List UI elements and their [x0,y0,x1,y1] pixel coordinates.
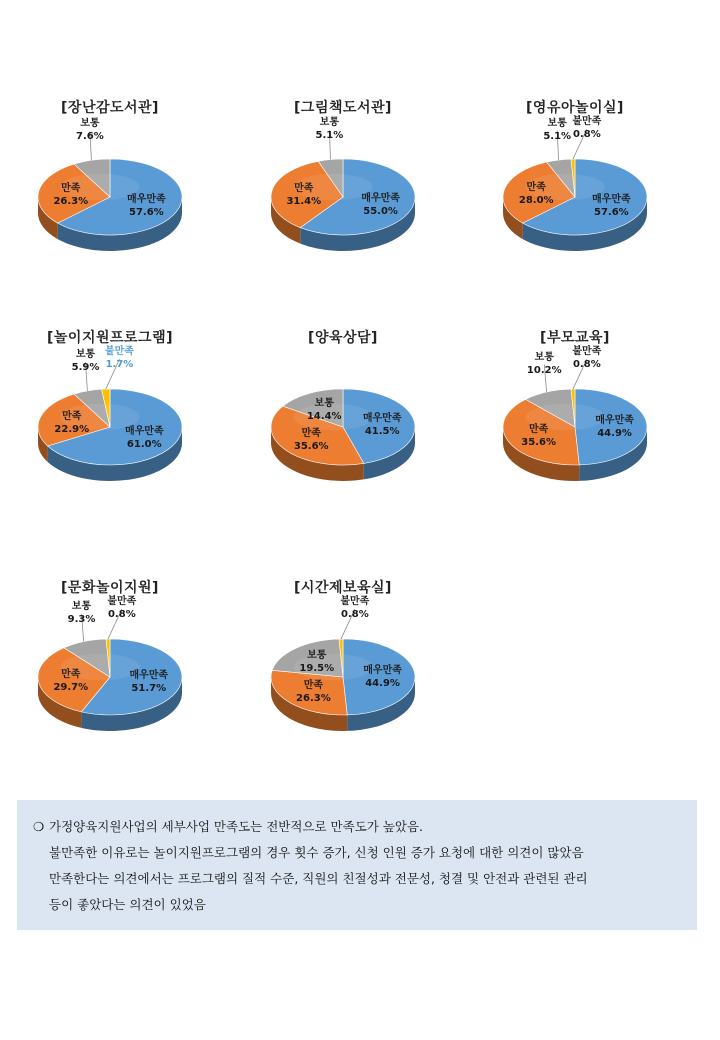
data-label-very-satisfied [595,414,634,440]
percent-label: 5.9% [71,362,100,374]
percent-label: 0.8% [572,359,601,371]
pie-chart [15,97,205,287]
category-label: 불만족 [107,596,137,608]
percent-label: 57.6% [129,207,164,219]
summary-box [17,800,697,930]
data-label-satisfied [521,423,556,449]
pie-svg [15,97,205,287]
category-label: 만족 [303,679,324,691]
data-label-normal [299,649,334,675]
percent-label: 5.1% [315,130,344,142]
pie-chart [248,97,438,287]
data-label-very-satisfied [125,425,164,451]
summary-line-1 [33,814,681,840]
percent-label: 29.7% [53,681,89,693]
category-label: 매우만족 [127,194,166,206]
category-label: 매우만족 [124,426,164,438]
category-label: 보통 [307,650,327,662]
category-label: 만족 [301,428,321,440]
percent-label: 35.6% [293,441,329,453]
chart-title: [부모교육] [540,330,610,346]
category-label: 불만족 [572,116,602,128]
data-label-normal [307,397,342,423]
category-label: 보통 [319,117,340,129]
category-label: 불만족 [572,346,602,358]
category-label: 매우만족 [595,415,634,427]
pie-chart [15,327,205,517]
category-label: 매우만족 [361,192,400,204]
summary-line-2: 불만족한 이유로는 놀이지원프로그램의 경우 횟수 증가, 신청 인원 증가 요청에 대한 의견이 많았음 [49,845,584,860]
percent-label: 9.3% [67,613,96,625]
category-label: 보통 [71,600,92,612]
percent-label: 0.8% [340,609,369,621]
pie-chart [248,577,438,767]
percent-label: 10.2% [526,364,562,376]
percent-label: 5.1% [543,130,572,142]
chart-title: [영유아놀이실] [526,100,624,116]
percent-label: 19.5% [299,663,335,675]
data-label-satisfied [54,410,89,436]
summary-text-1: 가정양육지원사업의 세부사업 만족도는 전반적으로 만족도가 높았음. [49,819,424,834]
data-label-very-satisfied [361,192,400,218]
data-label-satisfied [53,182,88,208]
data-label-satisfied [53,668,88,694]
percent-label: 0.8% [107,609,136,621]
data-label-normal [543,117,571,143]
category-label: 만족 [526,181,546,193]
data-label-unsatisfied [572,345,601,371]
category-label: 보통 [75,349,96,361]
category-label: 매우만족 [129,670,169,682]
percent-label: 41.5% [364,425,400,437]
percent-label: 14.4% [306,410,342,422]
category-label: 불만족 [340,596,370,608]
pie-svg [248,327,438,517]
data-label-very-satisfied [127,193,166,219]
data-label-satisfied [296,679,331,705]
category-label: 보통 [547,117,567,129]
percent-label: 1.7% [105,359,134,371]
data-label-very-satisfied [129,669,168,695]
data-label-normal [72,348,100,374]
category-label: 만족 [528,424,549,436]
chart-title: [문화놀이지원] [61,580,159,596]
percent-label: 22.9% [54,423,90,435]
category-label: 보통 [314,397,334,409]
pie-chart [480,97,670,287]
data-label-very-satisfied [363,664,402,690]
percent-label: 28.0% [518,194,554,206]
percent-label: 44.9% [597,428,632,440]
percent-label: 7.6% [76,131,104,143]
data-label-normal [527,351,562,377]
category-label: 만족 [294,183,314,195]
pie-chart [15,577,205,767]
category-label: 매우만족 [592,194,631,206]
data-label-unsatisfied [572,115,601,141]
percent-label: 31.4% [286,196,322,208]
pie-chart [248,327,438,517]
data-label-very-satisfied [592,193,631,219]
summary-line-4: 등이 좋았다는 의견이 있었음 [49,897,206,912]
circle-outline-icon: ❍ [33,819,45,834]
data-label-satisfied [294,427,329,453]
chart-title: [장난감도서관] [61,100,159,116]
data-label-normal [68,600,96,626]
category-label: 보통 [80,118,100,130]
chart-title: [그림책도서관] [294,100,392,116]
data-label-unsatisfied [107,595,136,621]
percent-label: 0.8% [572,129,601,141]
percent-label: 55.0% [363,205,398,217]
data-label-normal [76,117,104,143]
percent-label: 26.3% [53,195,89,207]
category-label: 불만족 [104,346,134,358]
data-label-satisfied [286,182,321,208]
data-label-very-satisfied [363,412,402,438]
chart-title: [놀이지원프로그램] [47,330,173,346]
percent-label: 51.7% [131,683,167,695]
pie-chart [480,327,670,517]
percent-label: 26.3% [296,692,331,704]
category-label: 매우만족 [362,412,402,424]
data-label-satisfied [519,181,554,207]
category-label: 만족 [62,410,82,422]
category-label: 만족 [61,182,81,194]
summary-line-3: 만족한다는 의견에서는 프로그램의 질적 수준, 직원의 친절성과 전문성, 청결 및 안전과 관련된 관리 [49,871,588,886]
chart-title: [시간제보육실] [294,580,392,596]
percent-label: 35.6% [521,437,556,449]
category-label: 만족 [61,668,81,680]
data-label-unsatisfied [340,595,369,621]
chart-title: [양육상담] [308,330,378,346]
percent-label: 57.6% [594,207,629,219]
data-label-unsatisfied [105,345,134,371]
data-label-normal [316,116,344,142]
percent-label: 61.0% [126,439,162,451]
category-label: 보통 [534,351,554,363]
percent-label: 44.9% [365,678,400,690]
category-label: 매우만족 [363,665,402,677]
